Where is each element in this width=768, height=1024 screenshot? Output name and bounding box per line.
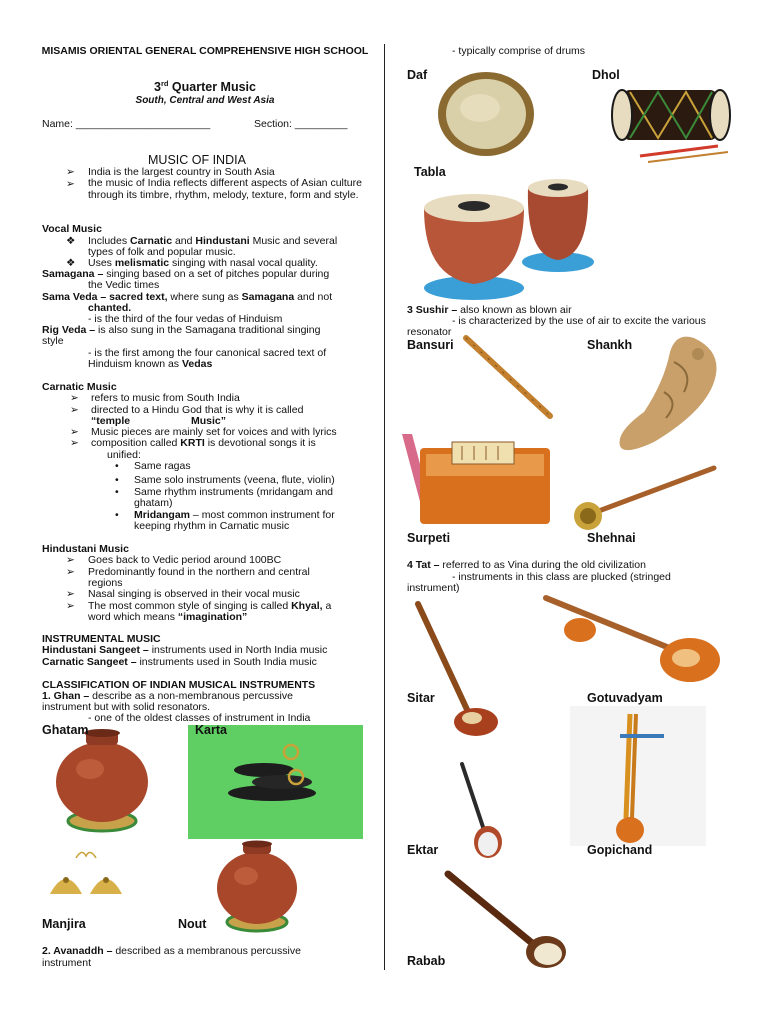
label-gopichand: Gopichand [587,843,653,857]
hindustani-item: Goes back to Vedic period around 100BC [88,554,282,566]
vocal-heading: Vocal Music [42,223,102,235]
label-ektar: Ektar [407,843,439,857]
rigveda-first-cont: Hinduism known as Vedas [88,358,213,370]
surpeti-image [396,424,558,530]
hindustani-heading: Hindustani Music [42,543,129,555]
label-nout: Nout [178,917,207,931]
arrow-bullet-icon: ➢ [66,588,75,600]
name-field[interactable]: Name: _______________________ [42,118,211,130]
label-shehnai: Shehnai [587,531,636,545]
hindustani-item: Predominantly found in the northern and central [88,566,310,578]
tat-def: 4 Tat – referred to as Vina during the old civilization [407,559,646,571]
arrow-bullet-icon: ➢ [66,178,75,190]
label-karta: Karta [195,723,227,737]
carnatic-sub: Same ragas [134,460,191,472]
tabla-image [416,178,602,302]
mridangam-def: Mridangam – most common instrument for [134,509,335,521]
arrow-bullet-icon: ➢ [66,566,75,578]
label-shankh: Shankh [587,338,633,352]
hindustani-item-cont: regions [88,577,123,589]
carnatic-sub: Same rhythm instruments (mridangam and [134,486,333,498]
gotuvadyam-image [540,588,724,686]
school-name: MISAMIS ORIENTAL GENERAL COMPREHENSIVE HIGH SCHOOL [41,45,369,57]
hindustani-item: The most common style of singing is called Khyal, a [88,600,332,612]
drums-note: - typically comprise of drums [452,45,586,57]
samaveda-chanted: chanted. [88,302,132,314]
tat-def-cont: - instruments in this class are plucked (stringed [452,571,671,583]
bansuri-image [460,334,556,420]
hindustani-item: Nasal singing is observed in their vocal music [88,588,300,600]
hindustani-item-cont: word which means “imagination” [88,611,248,623]
avanaddh-def: 2. Avanaddh – described as a membranous percussive [42,945,301,957]
samaveda-third: - is the third of the four vedas of Hinduism [88,313,283,325]
ektar-image [454,760,506,862]
section-field[interactable]: Section: _________ [254,118,348,130]
mridangam-def-cont: keeping rhythm in Carnatic music [134,520,290,532]
carnatic-item-cont: Music” [191,415,227,427]
carnatic-item-cont: “temple [91,415,131,427]
label-ghatam: Ghatam [42,723,89,737]
dhol-image [608,80,734,166]
label-sitar: Sitar [407,691,435,705]
nout-image [212,838,302,934]
instrumental-heading: INSTRUMENTAL MUSIC [42,633,161,645]
label-surpeti: Surpeti [407,531,451,545]
carnatic-sub-cont: ghatam) [134,497,173,509]
vocal-item-cont: types of folk and popular music. [88,246,236,258]
dot-bullet-icon: • [115,486,119,498]
ghan-def: 1. Ghan – describe as a non-membranous percussive [42,690,293,702]
diamond-bullet-icon: ❖ [66,235,76,247]
gopichand-image [570,706,706,846]
samagana-def-cont: the Vedic times [88,279,160,291]
csangeet-def: Carnatic Sangeet – instruments used in South India music [42,656,317,668]
karta-image [188,725,363,839]
carnatic-item: Music pieces are mainly set for voices and with lyrics [91,426,337,438]
sushir-def: 3 Sushir – also known as blown air [407,304,572,316]
dot-bullet-icon: • [115,460,119,472]
daf-image [434,68,538,160]
carnatic-heading: Carnatic Music [42,381,117,393]
arrow-bullet-icon: ➢ [66,554,75,566]
intro-line: India is the largest country in South Asia [88,166,275,178]
arrow-bullet-icon: ➢ [66,166,75,178]
ghan-def-cont: - one of the oldest classes of instrument in India [88,712,311,724]
rigveda-def: Rig Veda – is also sung in the Samagana traditional singing [42,324,321,336]
dot-bullet-icon: • [115,509,119,521]
label-daf: Daf [407,68,428,82]
tat-def-cont: instrument) [407,582,460,594]
label-bansuri: Bansuri [407,338,454,352]
region-subtitle: South, Central and West Asia [135,95,275,106]
samaveda-def: Sama Veda – sacred text, where sung as Samagana and not [42,291,333,303]
arrow-bullet-icon: ➢ [66,600,75,612]
label-manjira: Manjira [42,917,86,931]
manjira-image [46,848,126,904]
vocal-item: Includes Carnatic and Hindustani Music and several [88,235,338,247]
rigveda-first: - is the first among the four canonical sacred text of [88,347,327,359]
classification-heading: CLASSIFICATION OF INDIAN MUSICAL INSTRUMENTS [42,679,316,691]
avanaddh-def-cont: instrument [42,957,92,969]
rabab-image [442,868,570,974]
arrow-bullet-icon: ➢ [70,392,79,404]
dot-bullet-icon: • [115,474,119,486]
sushir-def-cont: - is characterized by the use of air to excite the various [452,315,706,327]
sushir-def-cont: resonator [407,326,452,338]
carnatic-item: composition called KRTI is devotional songs it is [91,437,316,449]
sitar-image [408,598,504,740]
diamond-bullet-icon: ❖ [66,257,76,269]
intro-line: the music of India reflects different aspects of Asian culture through its timbre, rhythm, melody, texture, form and style. [88,177,362,201]
carnatic-sub: Same solo instruments (veena, flute, violin) [134,474,335,486]
arrow-bullet-icon: ➢ [70,404,79,416]
label-dhol: Dhol [592,68,620,82]
shehnai-image [572,462,720,534]
vocal-item: Uses melismatic singing with nasal vocal quality. [88,257,318,269]
label-rabab: Rabab [407,954,446,968]
rigveda-def-cont: style [42,335,64,347]
label-tabla: Tabla [414,165,446,179]
arrow-bullet-icon: ➢ [70,437,79,449]
ghatam-image [52,727,152,835]
quarter-title: 3rd Quarter Music [154,79,256,95]
hsangeet-def: Hindustani Sangeet – instruments used in North India music [42,644,328,656]
column-divider [384,44,385,970]
section-title: MUSIC OF INDIA [148,153,246,167]
carnatic-item: refers to music from South India [91,392,240,404]
samagana-def: Samagana – singing based on a set of pitches popular during [42,268,330,280]
arrow-bullet-icon: ➢ [70,426,79,438]
label-gotuvadyam: Gotuvadyam [587,691,663,705]
carnatic-item-cont: unified: [107,449,141,461]
ghan-def-cont: instrument but with solid resonators. [42,701,211,713]
carnatic-item: directed to a Hindu God that is why it is called [91,404,304,416]
